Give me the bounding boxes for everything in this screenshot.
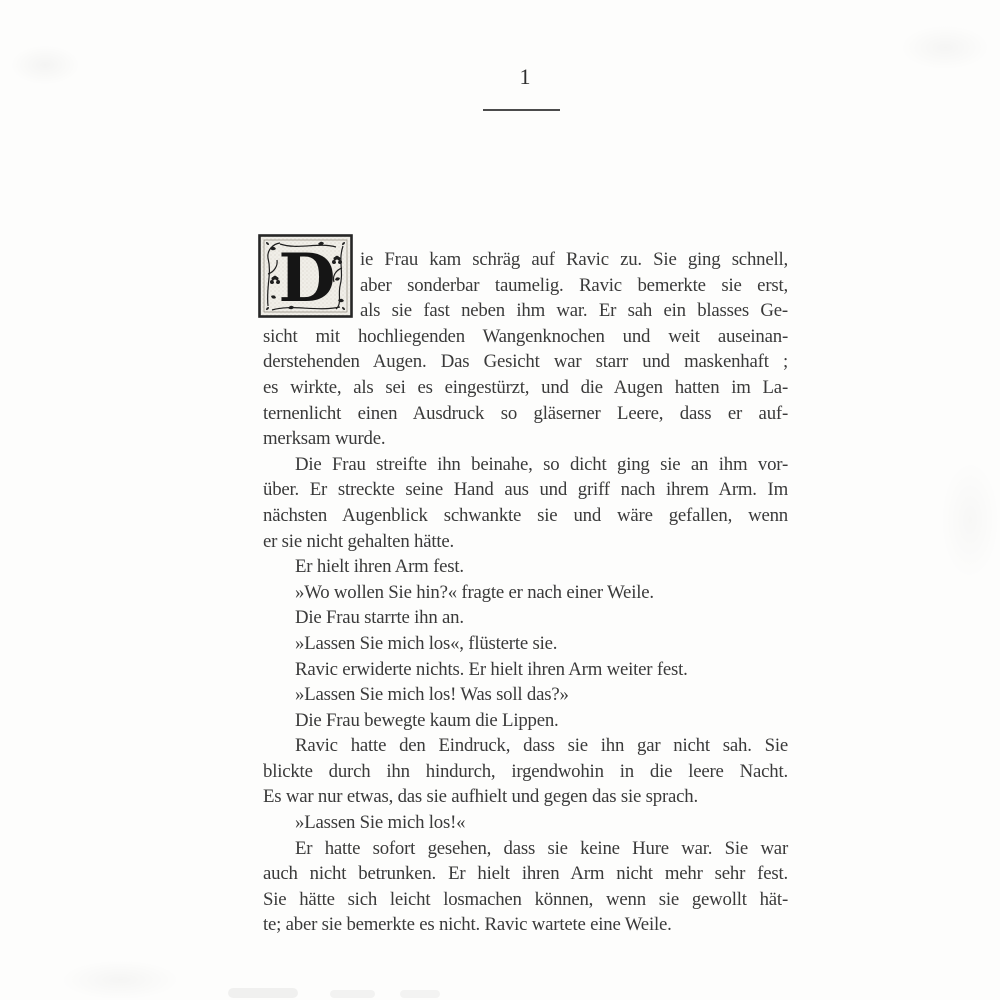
text-line: »Lassen Sie mich los«, flüsterte sie. bbox=[295, 632, 558, 654]
text-line: ie Frau kam schräg auf Ravic zu. Sie ging schnell, bbox=[360, 249, 788, 270]
text-line: merksam wurde. bbox=[263, 428, 386, 450]
scan-smudge bbox=[60, 960, 180, 1000]
drop-cap-letter: D bbox=[278, 239, 336, 317]
scan-smudge bbox=[330, 990, 375, 998]
chapter-number: 1 bbox=[519, 64, 532, 89]
text-line: er sie nicht gehalten hätte. bbox=[263, 530, 454, 552]
text-line: sicht mit hochliegenden Wangenknochen und weit auseinan- bbox=[263, 325, 788, 347]
chapter-rule bbox=[483, 109, 560, 111]
text-line: Die Frau bewegte kaum die Lippen. bbox=[295, 709, 559, 731]
text-line: derstehenden Augen. Das Gesicht war starr und maskenhaft ; bbox=[263, 351, 788, 373]
text-line: es wirkte, als sei es eingestürzt, und die Augen hatten im La- bbox=[263, 376, 788, 398]
scan-smudge bbox=[400, 990, 440, 998]
chapter-heading bbox=[263, 64, 788, 90]
text-line: »Lassen Sie mich los!« bbox=[295, 812, 466, 834]
text-line: Sie hätte sich leicht losmachen können, wenn sie gewollt hät- bbox=[263, 888, 788, 910]
text-line: Die Frau streifte ihn beinahe, so dicht ging sie an ihm vor- bbox=[295, 453, 788, 475]
scan-smudge bbox=[10, 45, 80, 85]
text-line: Ravic erwiderte nichts. Er hielt ihren Arm weiter fest. bbox=[295, 658, 688, 680]
body-text bbox=[263, 247, 788, 938]
text-line: über. Er streckte seine Hand aus und griff nach ihrem Arm. Im bbox=[263, 479, 788, 501]
text-line: »Wo wollen Sie hin?« fragte er nach einer Weile. bbox=[295, 581, 654, 603]
text-line: Ravic hatte den Eindruck, dass sie ihn gar nicht sah. Sie bbox=[295, 735, 788, 757]
text-line: Die Frau starrte ihn an. bbox=[295, 607, 464, 629]
text-line: te; aber sie bemerkte es nicht. Ravic wartete eine Weile. bbox=[263, 914, 672, 936]
text-line: »Lassen Sie mich los! Was soll das?» bbox=[295, 684, 569, 706]
text-line: Es war nur etwas, das sie aufhielt und gegen das sie sprach. bbox=[263, 786, 698, 808]
text-line: Er hatte sofort gesehen, dass sie keine Hure war. Sie war bbox=[295, 837, 788, 859]
scan-smudge bbox=[228, 988, 298, 998]
text-line: aber sonderbar taumelig. Ravic bemerkte sie erst, bbox=[360, 274, 788, 296]
text-line: nächsten Augenblick schwankte sie und wäre gefallen, wenn bbox=[263, 504, 788, 526]
text-line: blickte durch ihn hindurch, irgendwohin in die leere Nacht. bbox=[263, 760, 788, 782]
text-line: als sie fast neben ihm war. Er sah ein blasses Ge- bbox=[360, 300, 788, 322]
scan-smudge bbox=[940, 460, 1000, 580]
text-line: Er hielt ihren Arm fest. bbox=[295, 556, 464, 578]
text-line: ternenlicht einen Ausdruck so gläserner Leere, dass er auf- bbox=[263, 402, 788, 424]
text-line: auch nicht betrunken. Er hielt ihren Arm nicht mehr sehr fest. bbox=[263, 863, 788, 885]
scan-smudge bbox=[900, 25, 990, 70]
